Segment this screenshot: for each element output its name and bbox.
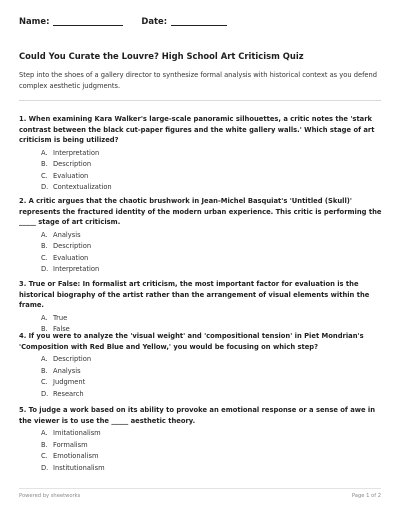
option-d[interactable] xyxy=(19,463,383,475)
option-letter: B. xyxy=(41,325,48,334)
name-label: Name: xyxy=(19,16,50,26)
header xyxy=(19,16,245,26)
option-a[interactable] xyxy=(19,428,383,440)
quiz-intro: Step into the shoes of a gallery director to synthesize formal analysis with historical context as you defend complex aesthetic judgments. xyxy=(19,71,378,90)
question-text: 1. When examining Kara Walker's large-scale panoramic silhouettes, a critic notes the 'stark contrast between the black cut-paper figures and the white gallery walls.' Which stage of art criticism is being utilized? xyxy=(19,115,375,145)
option-label: Description xyxy=(53,242,92,251)
question-text: 4. If you were to analyze the 'visual weight' and 'compositional tension' in Piet Mondrian's 'Composition with Red Blue and Yellow,' you would be focusing on which step? xyxy=(19,332,364,351)
options-list xyxy=(19,428,383,474)
quiz-title: Could You Curate the Louvre? High School Art Criticism Quiz xyxy=(19,51,304,61)
option-letter: C. xyxy=(41,253,48,262)
option-letter: B. xyxy=(41,160,48,169)
option-letter: B. xyxy=(41,366,48,375)
option-label: Description xyxy=(53,160,92,169)
option-letter: A. xyxy=(41,429,48,438)
option-d[interactable] xyxy=(19,182,383,194)
question-text: 2. A critic argues that the chaotic brushwork in Jean-Michel Basquiat's 'Untitled (Skull)' represents the fractured identity of the modern urban experience. This critic is performing the _____ stage of art criticism. xyxy=(19,197,382,227)
question-4 xyxy=(19,331,383,400)
option-label: Evaluation xyxy=(53,253,89,262)
divider xyxy=(19,100,381,101)
option-label: Formalism xyxy=(53,440,88,449)
option-c[interactable] xyxy=(19,253,383,265)
option-letter: D. xyxy=(41,265,49,274)
option-c[interactable] xyxy=(19,451,383,463)
option-d[interactable] xyxy=(19,264,383,276)
option-d[interactable] xyxy=(19,389,383,401)
option-b[interactable] xyxy=(19,366,383,378)
option-c[interactable] xyxy=(19,377,383,389)
option-b[interactable] xyxy=(19,159,383,171)
option-label: Imitationalism xyxy=(53,429,101,438)
option-a[interactable] xyxy=(19,354,383,366)
option-letter: D. xyxy=(41,463,49,472)
option-label: Description xyxy=(53,355,92,364)
question-2 xyxy=(19,196,383,276)
powered-by-text: Powered by sheetworks xyxy=(19,493,81,499)
option-label: Evaluation xyxy=(53,171,89,180)
date-field xyxy=(141,16,227,26)
option-label: Contextualization xyxy=(53,183,112,192)
option-b[interactable] xyxy=(19,440,383,452)
option-letter: A. xyxy=(41,313,48,322)
option-letter: D. xyxy=(41,389,49,398)
question-1 xyxy=(19,114,383,194)
date-blank[interactable] xyxy=(171,16,227,26)
option-letter: A. xyxy=(41,355,48,364)
option-label: True xyxy=(53,313,68,322)
option-label: Judgment xyxy=(53,378,86,387)
option-letter: D. xyxy=(41,183,49,192)
option-label: Research xyxy=(53,389,84,398)
name-field xyxy=(19,16,123,26)
options-list xyxy=(19,354,383,400)
option-letter: C. xyxy=(41,171,48,180)
option-letter: B. xyxy=(41,242,48,251)
option-label: Interpretation xyxy=(53,265,100,274)
question-text: 3. True or False: In formalist art criticism, the most important factor for evaluation is the historical biography of the artist rather than the arrangement of visual elements within the frame. xyxy=(19,280,370,310)
option-label: Institutionalism xyxy=(53,463,105,472)
option-letter: A. xyxy=(41,230,48,239)
options-list xyxy=(19,148,383,194)
option-a[interactable] xyxy=(19,148,383,160)
option-label: False xyxy=(53,325,70,334)
footer xyxy=(19,488,381,499)
option-label: Analysis xyxy=(53,366,81,375)
page-number: Page 1 of 2 xyxy=(351,493,381,499)
option-letter: C. xyxy=(41,378,48,387)
option-a[interactable] xyxy=(19,313,383,325)
option-c[interactable] xyxy=(19,171,383,183)
question-5 xyxy=(19,405,383,474)
option-label: Analysis xyxy=(53,230,81,239)
option-letter: B. xyxy=(41,440,48,449)
option-b[interactable] xyxy=(19,241,383,253)
question-3 xyxy=(19,279,383,336)
option-letter: C. xyxy=(41,452,48,461)
option-label: Interpretation xyxy=(53,148,100,157)
option-a[interactable] xyxy=(19,230,383,242)
option-label: Emotionalism xyxy=(53,452,99,461)
name-blank[interactable] xyxy=(53,16,123,26)
options-list xyxy=(19,230,383,276)
date-label: Date: xyxy=(141,16,168,26)
question-text: 5. To judge a work based on its ability to provoke an emotional response or a sense of awe in the viewer is to use the _____ aesthetic theory. xyxy=(19,406,376,425)
option-letter: A. xyxy=(41,148,48,157)
